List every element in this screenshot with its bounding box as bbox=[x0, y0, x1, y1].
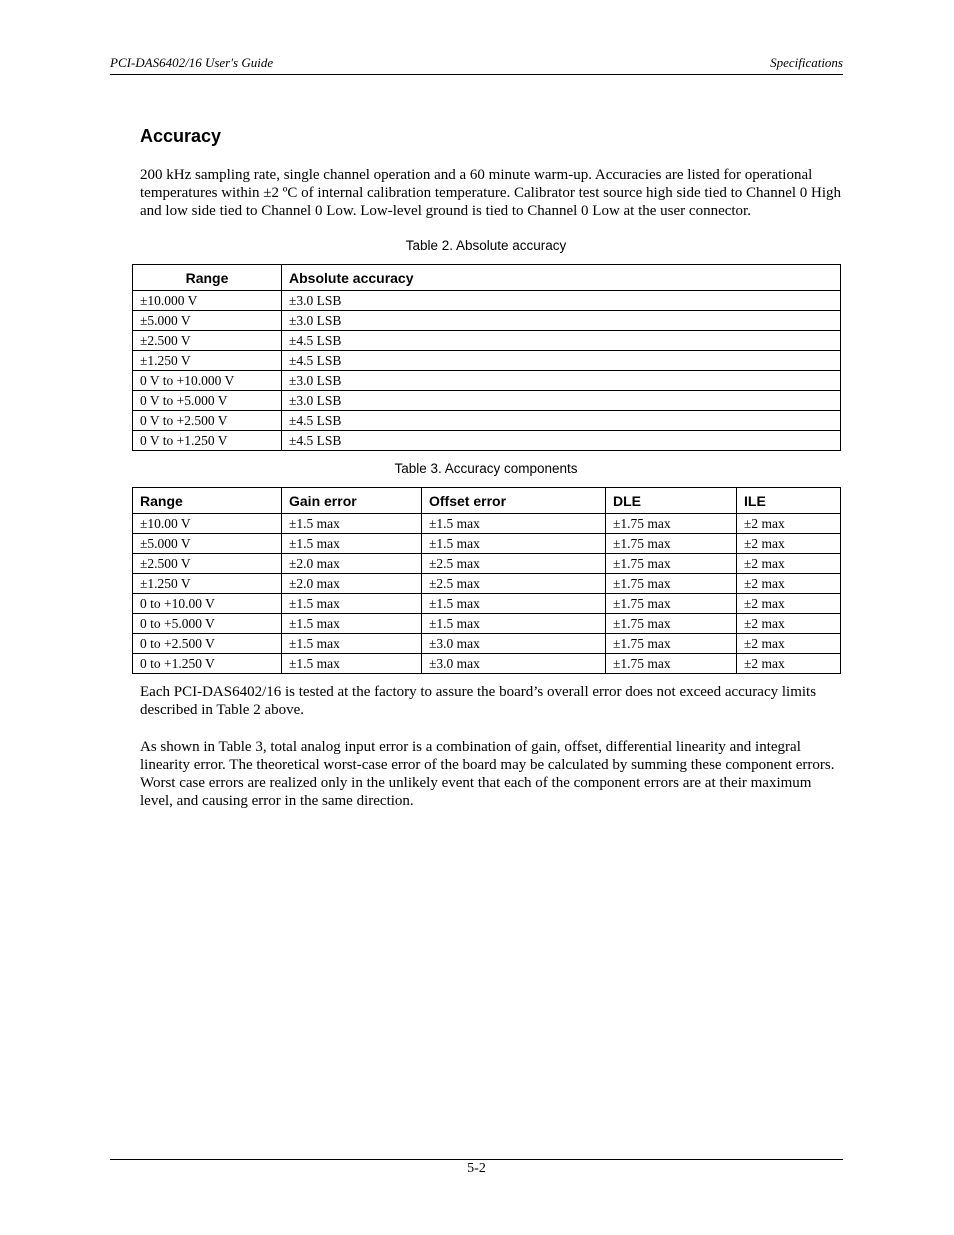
table-cell: ±1.5 max bbox=[422, 514, 606, 534]
table-row bbox=[133, 534, 841, 554]
table-row bbox=[133, 594, 841, 614]
table-cell: ±5.000 V bbox=[133, 534, 282, 554]
table-cell: 0 to +1.250 V bbox=[133, 654, 282, 674]
column-header-dle: DLE bbox=[606, 488, 737, 514]
table-cell: ±10.00 V bbox=[133, 514, 282, 534]
table-row bbox=[133, 351, 841, 371]
table-cell: ±3.0 LSB bbox=[282, 371, 841, 391]
header-section-name: Specifications bbox=[770, 55, 843, 70]
column-header-range: Range bbox=[133, 488, 282, 514]
table-cell: ±2 max bbox=[737, 574, 841, 594]
table-header-row bbox=[133, 265, 841, 291]
table-cell: ±1.5 max bbox=[422, 614, 606, 634]
table-cell: ±2.500 V bbox=[133, 331, 282, 351]
table-cell: ±1.5 max bbox=[422, 534, 606, 554]
accuracy-components-table bbox=[132, 487, 841, 674]
table-cell: ±2.0 max bbox=[282, 574, 422, 594]
table-cell: ±1.5 max bbox=[282, 654, 422, 674]
table-cell: ±2.5 max bbox=[422, 574, 606, 594]
table-cell: ±2 max bbox=[737, 534, 841, 554]
table-cell: ±3.0 LSB bbox=[282, 311, 841, 331]
table2-caption: Table 2. Absolute accuracy bbox=[405, 238, 567, 253]
table-cell: ±2 max bbox=[737, 594, 841, 614]
table-cell: ±10.000 V bbox=[133, 291, 282, 311]
table-cell: ±1.5 max bbox=[282, 534, 422, 554]
table-row bbox=[133, 411, 841, 431]
factory-test-paragraph: Each PCI-DAS6402/16 is tested at the factory to assure the board’s overall error does not exceed accuracy limits described in Table 2 above. bbox=[140, 684, 817, 718]
table-cell: ±1.250 V bbox=[133, 351, 282, 371]
table-row bbox=[133, 431, 841, 451]
table-cell: ±4.5 LSB bbox=[282, 351, 841, 371]
table-cell: ±2.5 max bbox=[422, 554, 606, 574]
absolute-accuracy-table bbox=[132, 264, 841, 451]
table-cell: ±1.75 max bbox=[606, 654, 737, 674]
table-cell: 0 to +10.00 V bbox=[133, 594, 282, 614]
table-cell: ±1.75 max bbox=[606, 534, 737, 554]
page-number: 5-2 bbox=[467, 1161, 486, 1176]
table-row bbox=[133, 291, 841, 311]
table-cell: 0 V to +2.500 V bbox=[133, 411, 282, 431]
table-cell: 0 to +5.000 V bbox=[133, 614, 282, 634]
table-row bbox=[133, 514, 841, 534]
column-header-gain-error: Gain error bbox=[282, 488, 422, 514]
table-cell: ±2.0 max bbox=[282, 554, 422, 574]
table-cell: ±3.0 LSB bbox=[282, 391, 841, 411]
table-cell: ±1.5 max bbox=[282, 614, 422, 634]
table-cell: ±1.5 max bbox=[422, 594, 606, 614]
table-cell: ±2 max bbox=[737, 554, 841, 574]
table-row bbox=[133, 391, 841, 411]
table-header-row bbox=[133, 488, 841, 514]
table-cell: ±5.000 V bbox=[133, 311, 282, 331]
table-cell: ±3.0 LSB bbox=[282, 291, 841, 311]
table-row bbox=[133, 574, 841, 594]
table-cell: ±1.5 max bbox=[282, 634, 422, 654]
table-cell: ±3.0 max bbox=[422, 634, 606, 654]
table-cell: ±1.75 max bbox=[606, 514, 737, 534]
column-header-range: Range bbox=[133, 265, 282, 291]
table-row bbox=[133, 311, 841, 331]
table-cell: ±1.75 max bbox=[606, 554, 737, 574]
header-document-title: PCI-DAS6402/16 User's Guide bbox=[110, 55, 274, 70]
table3-caption: Table 3. Accuracy components bbox=[394, 461, 578, 476]
table-cell: ±1.250 V bbox=[133, 574, 282, 594]
table-cell: 0 to +2.500 V bbox=[133, 634, 282, 654]
table-cell: 0 V to +5.000 V bbox=[133, 391, 282, 411]
table-cell: ±1.5 max bbox=[282, 594, 422, 614]
table-cell: ±2 max bbox=[737, 654, 841, 674]
footer-divider bbox=[110, 1159, 843, 1160]
table-row bbox=[133, 654, 841, 674]
column-header-ile: ILE bbox=[737, 488, 841, 514]
table-row bbox=[133, 331, 841, 351]
analog-error-paragraph: As shown in Table 3, total analog input error is a combination of gain, offset, differential linearity and integral linearity error. The theoretical worst-case error of the board may be calculated by summing these component errors. Worst case errors are realized only in the unlikely event that each of the component errors are at their maximum level, and causing error in the same direction. bbox=[140, 739, 835, 809]
table-cell: 0 V to +1.250 V bbox=[133, 431, 282, 451]
section-title: Accuracy bbox=[140, 126, 222, 146]
table-cell: ±3.0 max bbox=[422, 654, 606, 674]
table-cell: ±4.5 LSB bbox=[282, 431, 841, 451]
intro-paragraph: 200 kHz sampling rate, single channel operation and a 60 minute warm-up. Accuracies are listed for operational temperatures within ±2 ºC of internal calibration temperature. Calibrator test source high side tied to Channel 0 High and low side tied to Channel 0 Low. Low-level ground is tied to Channel 0 Low at the user connector. bbox=[140, 167, 842, 219]
table-cell: ±4.5 LSB bbox=[282, 411, 841, 431]
table-cell: ±4.5 LSB bbox=[282, 331, 841, 351]
table-cell: ±2 max bbox=[737, 634, 841, 654]
table-cell: ±1.75 max bbox=[606, 574, 737, 594]
table-cell: ±1.75 max bbox=[606, 594, 737, 614]
table-row bbox=[133, 371, 841, 391]
table-cell: ±1.5 max bbox=[282, 514, 422, 534]
table-cell: ±2 max bbox=[737, 514, 841, 534]
table-cell: ±1.75 max bbox=[606, 614, 737, 634]
page-header bbox=[110, 55, 843, 75]
table-row bbox=[133, 634, 841, 654]
table-row bbox=[133, 614, 841, 634]
table-cell: 0 V to +10.000 V bbox=[133, 371, 282, 391]
table-row bbox=[133, 554, 841, 574]
column-header-offset-error: Offset error bbox=[422, 488, 606, 514]
table-cell: ±2.500 V bbox=[133, 554, 282, 574]
table-cell: ±2 max bbox=[737, 614, 841, 634]
table-cell: ±1.75 max bbox=[606, 634, 737, 654]
column-header-absolute-accuracy: Absolute accuracy bbox=[282, 265, 841, 291]
